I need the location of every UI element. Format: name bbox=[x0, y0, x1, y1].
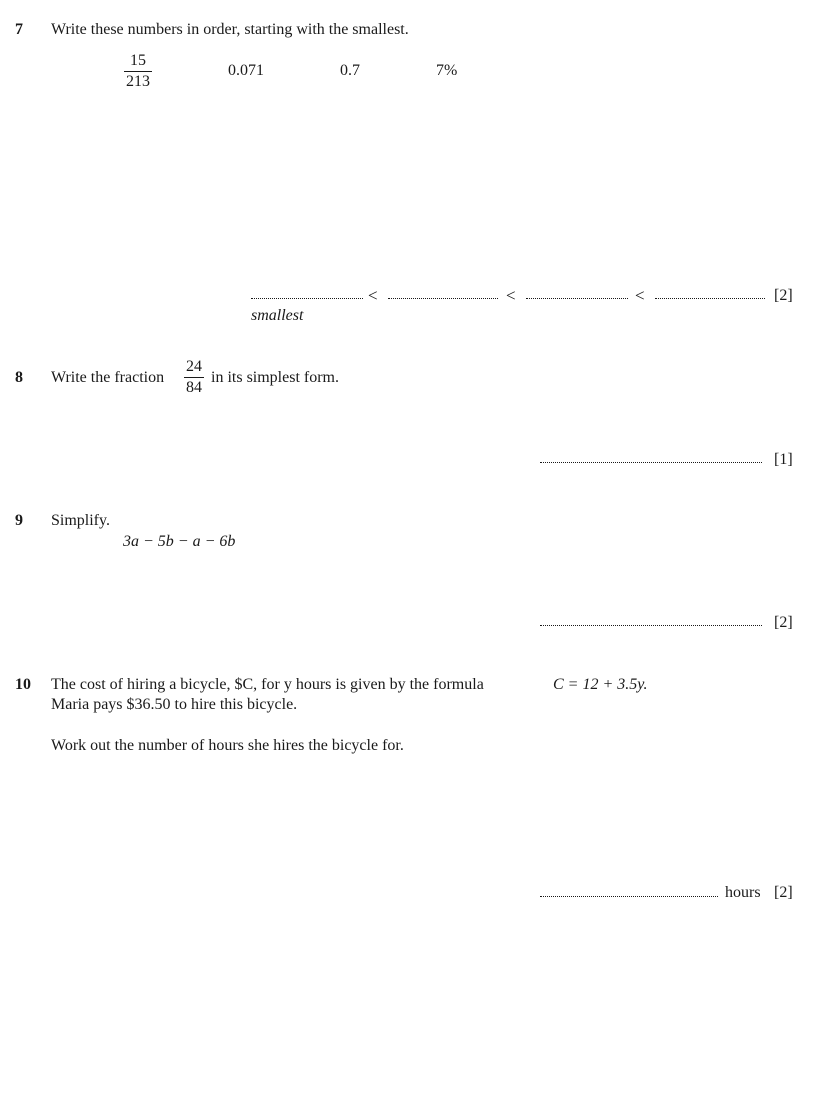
q7-less-than-1: < bbox=[368, 286, 378, 305]
q8-fraction-denominator: 84 bbox=[186, 379, 202, 396]
q7-answer-blank-2[interactable] bbox=[388, 298, 498, 299]
question-8-prompt-before: Write the fraction bbox=[51, 369, 165, 386]
q8-marks: [1] bbox=[774, 451, 793, 468]
question-10-line1: The cost of hiring a bicycle, $C, for y hours is given by the formula bbox=[51, 676, 484, 693]
q8-fraction-numerator: 24 bbox=[186, 358, 202, 375]
question-7-prompt: Write these numbers in order, starting with the smallest. bbox=[51, 21, 409, 38]
q10-formula: C = 12 + 3.5y. bbox=[553, 676, 648, 693]
q7-answer-blank-3[interactable] bbox=[526, 298, 628, 299]
q9-answer-blank[interactable] bbox=[540, 625, 762, 626]
q7-value-decimal2: 0.7 bbox=[340, 62, 360, 79]
question-10-line3: Work out the number of hours she hires the bicycle for. bbox=[51, 737, 404, 754]
q10-marks: [2] bbox=[774, 884, 793, 901]
question-10-number: 10 bbox=[15, 676, 31, 693]
q7-value-decimal1: 0.071 bbox=[228, 62, 264, 79]
question-9-number: 9 bbox=[15, 512, 23, 529]
question-9-prompt: Simplify. bbox=[51, 512, 110, 529]
q7-less-than-2: < bbox=[506, 286, 516, 305]
q7-fraction bbox=[124, 53, 152, 90]
q10-answer-blank[interactable] bbox=[540, 896, 718, 897]
q7-less-than-3: < bbox=[635, 286, 645, 305]
q7-answer-blank-4[interactable] bbox=[655, 298, 765, 299]
question-8-prompt-after: in its simplest form. bbox=[211, 369, 339, 386]
q7-fraction-denominator: 213 bbox=[126, 73, 150, 90]
q7-value-percent: 7% bbox=[436, 62, 458, 79]
question-7-number: 7 bbox=[15, 21, 23, 38]
q7-fraction-numerator: 15 bbox=[130, 52, 146, 69]
q7-answer-blank-1[interactable] bbox=[251, 298, 363, 299]
q8-answer-blank[interactable] bbox=[540, 462, 762, 463]
q7-marks: [2] bbox=[774, 287, 793, 304]
q10-unit: hours bbox=[725, 884, 761, 901]
q9-marks: [2] bbox=[774, 614, 793, 631]
question-8-number: 8 bbox=[15, 369, 23, 386]
q7-smallest-label: smallest bbox=[251, 307, 304, 324]
question-10-line2: Maria pays $36.50 to hire this bicycle. bbox=[51, 696, 298, 713]
q8-fraction bbox=[184, 359, 204, 396]
q9-expression: 3a − 5b − a − 6b bbox=[123, 533, 236, 550]
